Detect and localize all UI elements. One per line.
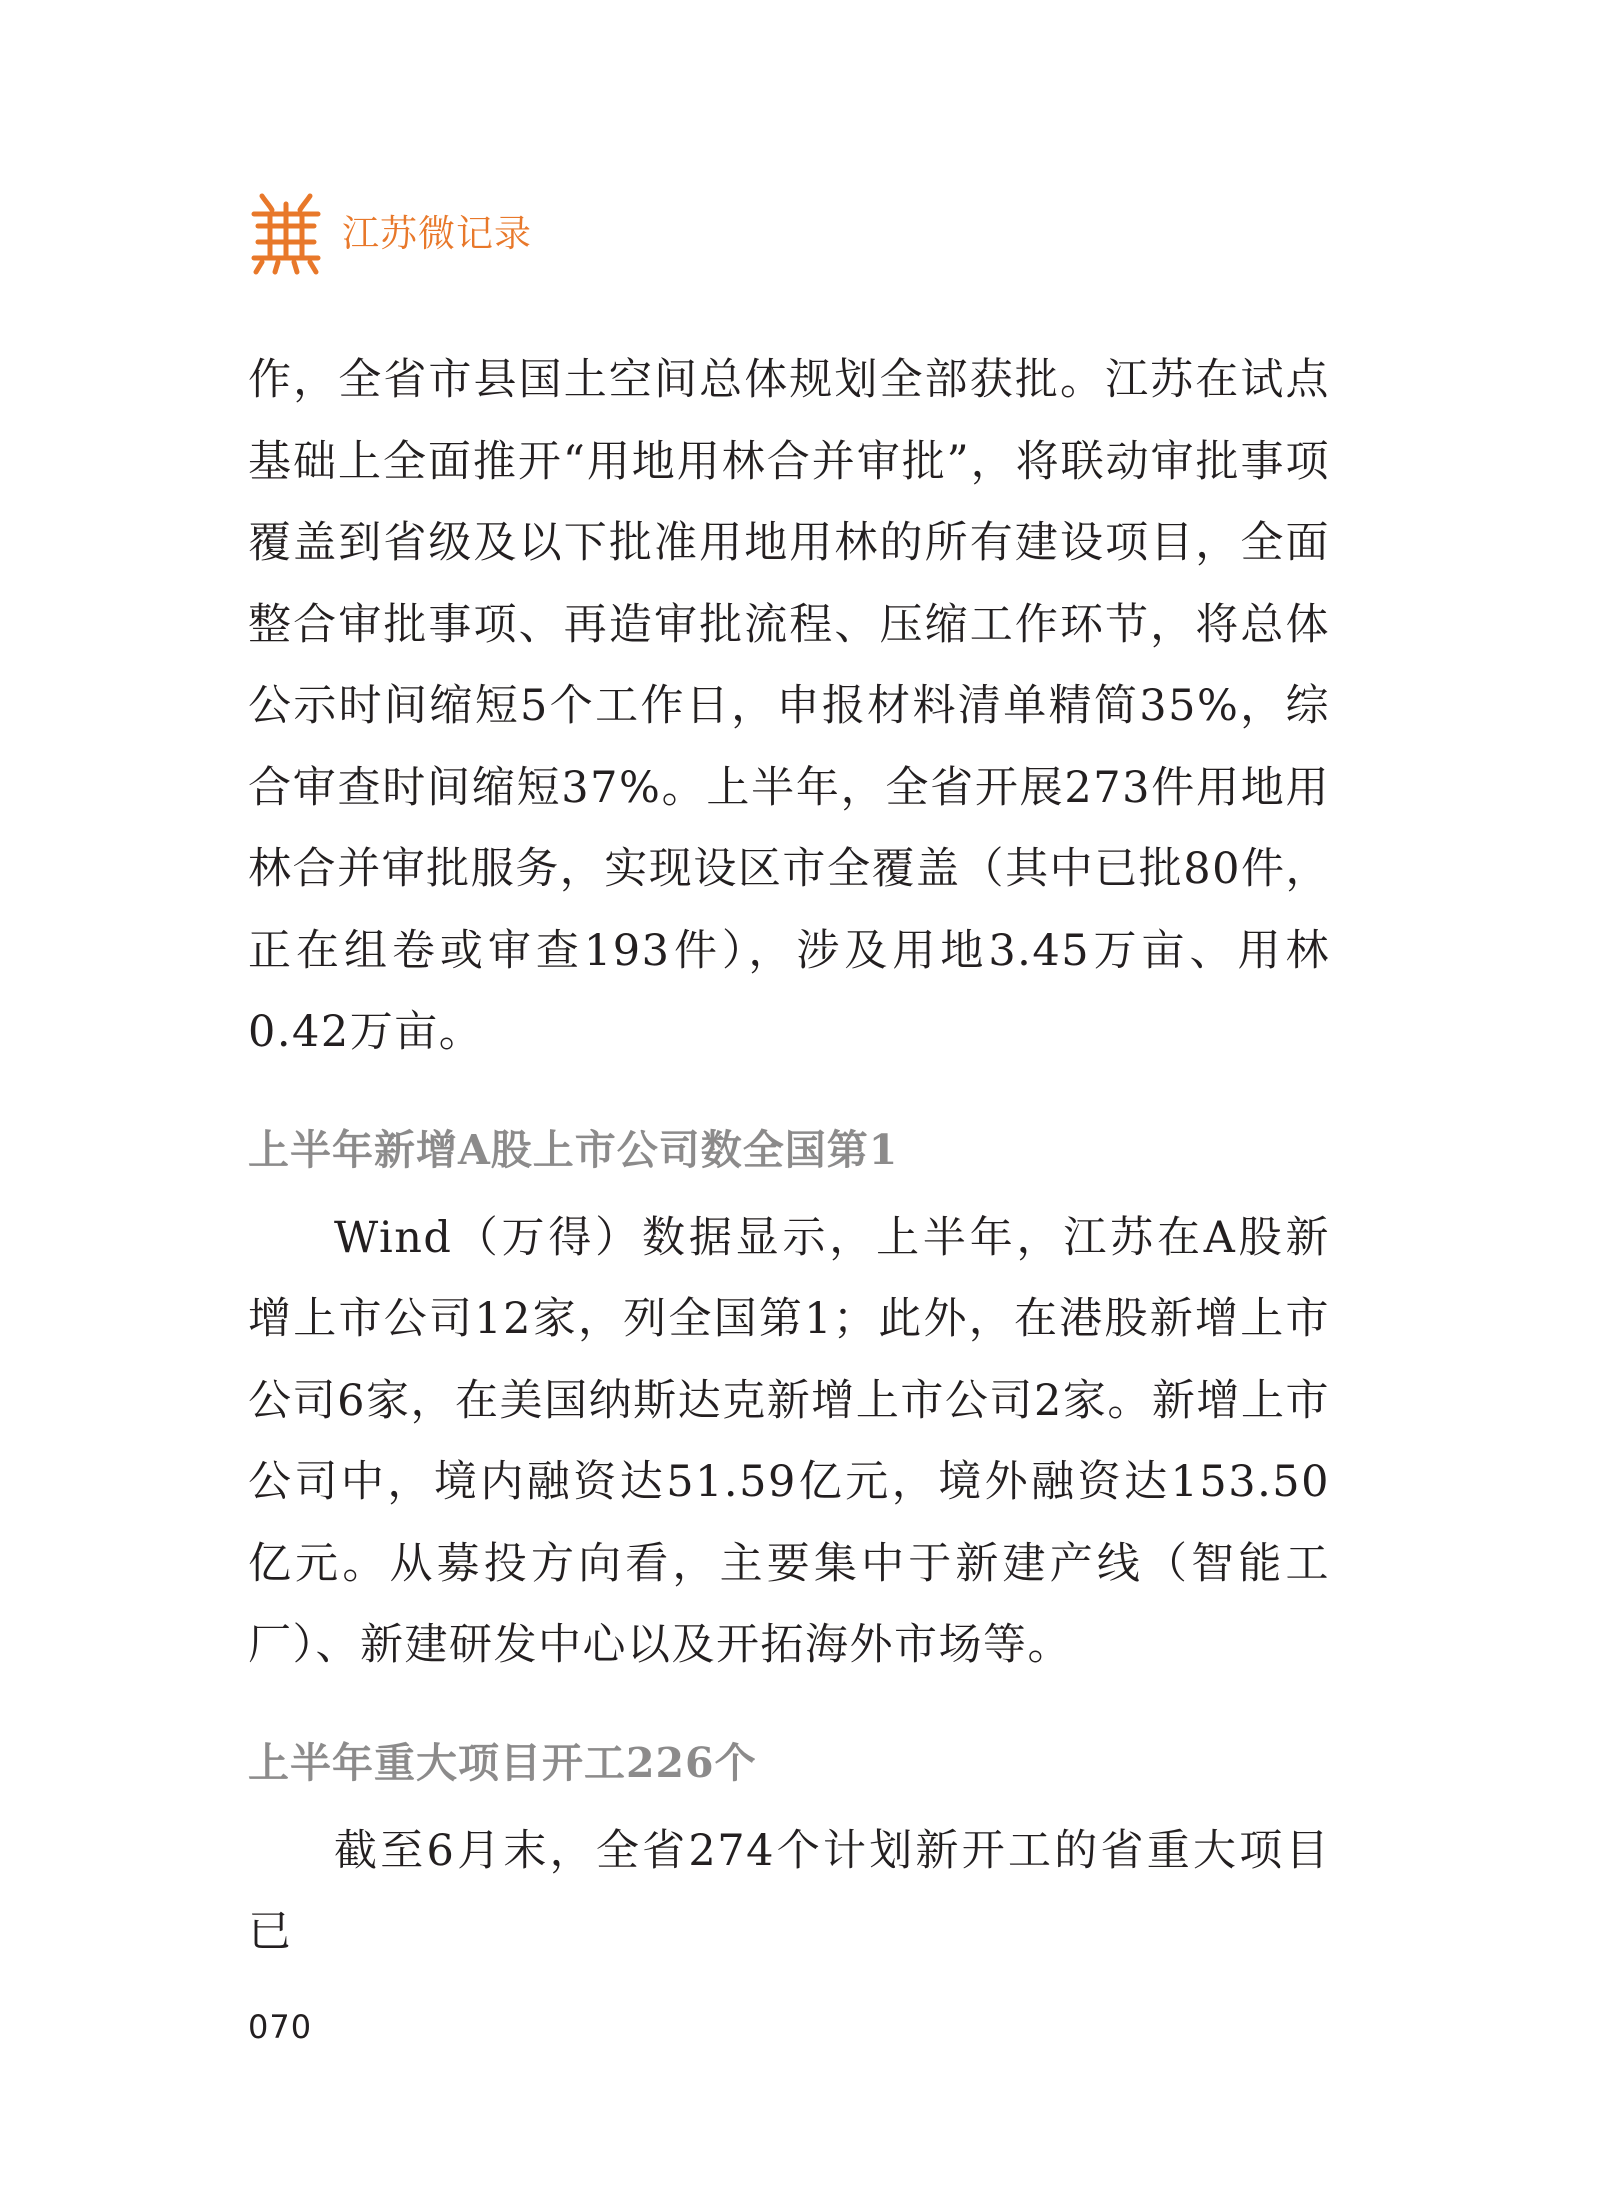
body-paragraph: Wind（万得）数据显示，上半年，江苏在A股新增上市公司12家，列全国第1；此外，在港股新增上市公司6家，在美国纳斯达克新增上市公司2家。新增上市公司中，境内融资达51.59亿元，境外融资达153.50亿元。从募投方向看，主要集中于新建产线（智能工厂）、新建研发中心以及开拓海外市场等。 xyxy=(248,1212,1330,1670)
header-title: 江苏微记录 xyxy=(342,211,532,255)
article-body xyxy=(248,340,1330,1974)
page-number: 070 xyxy=(248,2008,313,2046)
jiangsu-emblem-icon xyxy=(248,190,324,276)
page-header xyxy=(248,188,532,278)
body-paragraph: 作，全省市县国土空间总体规划全部获批。江苏在试点基础上全面推开“用地用林合并审批”，将联动审批事项覆盖到省级及以下批准用地用林的所有建设项目，全面整合审批事项、再造审批流程、压缩工作环节，将总体公示时间缩短5个工作日，申报材料清单精简35%，综合审查时间缩短37%。上半年，全省开展273件用地用林合并审批服务，实现设区市全覆盖（其中已批80件，正在组卷或审查193件），涉及用地3.45万亩、用林0.42万亩。 xyxy=(248,355,1330,1057)
body-paragraph: 截至6月末，全省274个计划新开工的省重大项目已 xyxy=(248,1825,1330,1957)
section-heading: 上半年重大项目开工226个 xyxy=(248,1738,757,1787)
section-heading: 上半年新增A股上市公司数全国第1 xyxy=(248,1125,899,1174)
